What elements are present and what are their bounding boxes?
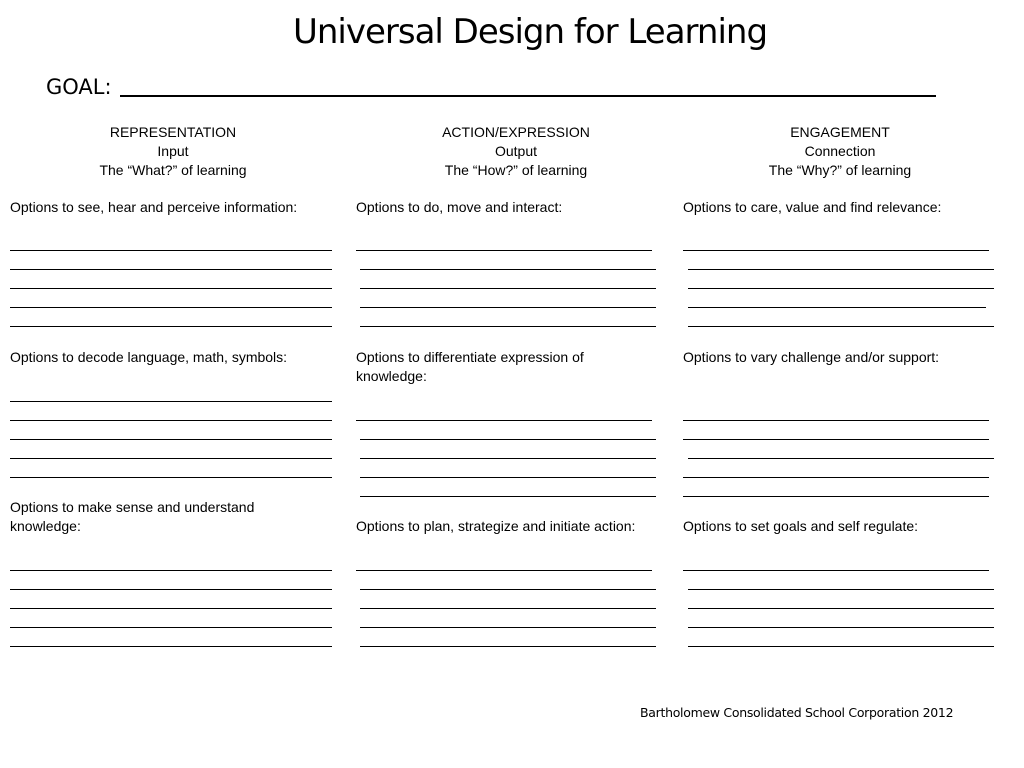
write-in-line [360, 288, 656, 289]
write-in-line [688, 608, 994, 609]
write-in-line [360, 439, 656, 440]
write-in-line [688, 288, 994, 289]
page-title: Universal Design for Learning [292, 12, 768, 52]
write-in-line [10, 307, 332, 308]
prompt-differentiate-expression: Options to differentiate expression of knowledge: [356, 349, 584, 384]
write-in-line [360, 269, 656, 270]
write-in-line [360, 646, 656, 647]
write-in-line [683, 439, 989, 440]
column-subheading: Output [494, 143, 538, 159]
write-in-line [10, 269, 332, 270]
write-in-line [10, 420, 332, 421]
footer-credit: Bartholomew Consolidated School Corporation 2012 [640, 705, 954, 720]
column-tagline: The “Why?” of learning [768, 162, 912, 178]
write-in-line [360, 496, 656, 497]
prompt-move-interact: Options to do, move and interact: [356, 199, 563, 215]
write-in-line [688, 646, 994, 647]
prompt-plan-strategize: Options to plan, strategize and initiate action: [356, 518, 636, 534]
column-subheading: Connection [804, 143, 876, 159]
write-in-line [688, 627, 994, 628]
goal-row [46, 75, 936, 99]
prompt-set-goals: Options to set goals and self regulate: [683, 518, 919, 534]
write-in-line [10, 608, 332, 609]
write-in-line [10, 326, 332, 327]
write-in-line [10, 570, 332, 571]
write-in-line [10, 401, 332, 402]
column-heading: REPRESENTATION [109, 124, 237, 140]
write-in-line [360, 477, 656, 478]
write-in-line [360, 326, 656, 327]
write-in-line [688, 307, 986, 308]
write-in-line [10, 288, 332, 289]
write-in-line [683, 570, 989, 571]
write-in-line [10, 589, 332, 590]
write-in-line [356, 570, 652, 571]
column-header-engagement [722, 123, 958, 180]
write-in-line [10, 458, 332, 459]
column-tagline: The “How?” of learning [444, 162, 588, 178]
goal-blank-line [120, 95, 936, 97]
write-in-line [10, 627, 332, 628]
prompt-decode-language: Options to decode language, math, symbols: [10, 349, 288, 365]
write-in-line [360, 608, 656, 609]
write-in-line [360, 458, 656, 459]
write-in-line [688, 269, 994, 270]
write-in-line [360, 307, 656, 308]
column-subheading: Input [157, 143, 189, 159]
write-in-line [688, 458, 994, 459]
prompt-vary-challenge: Options to vary challenge and/or support: [683, 349, 940, 365]
column-header-action-expression [398, 123, 634, 180]
prompt-make-sense: Options to make sense and understand knowledge: [10, 499, 255, 534]
write-in-line [10, 439, 332, 440]
write-in-line [683, 477, 989, 478]
prompt-perceive-information: Options to see, hear and perceive information: [10, 199, 298, 215]
write-in-line [683, 420, 989, 421]
write-in-line [10, 477, 332, 478]
write-in-line [688, 589, 994, 590]
goal-label: GOAL: [46, 75, 112, 99]
write-in-line [683, 250, 989, 251]
column-header-representation [55, 123, 291, 180]
write-in-line [10, 250, 332, 251]
column-heading: ENGAGEMENT [790, 124, 890, 140]
write-in-line [356, 420, 652, 421]
column-heading: ACTION/EXPRESSION [442, 124, 590, 140]
write-in-line [683, 496, 989, 497]
column-tagline: The “What?” of learning [99, 162, 247, 178]
write-in-line [10, 646, 332, 647]
write-in-line [360, 627, 656, 628]
write-in-line [688, 326, 994, 327]
prompt-care-value: Options to care, value and find relevance: [683, 199, 942, 215]
write-in-line [356, 250, 652, 251]
write-in-line [360, 589, 656, 590]
